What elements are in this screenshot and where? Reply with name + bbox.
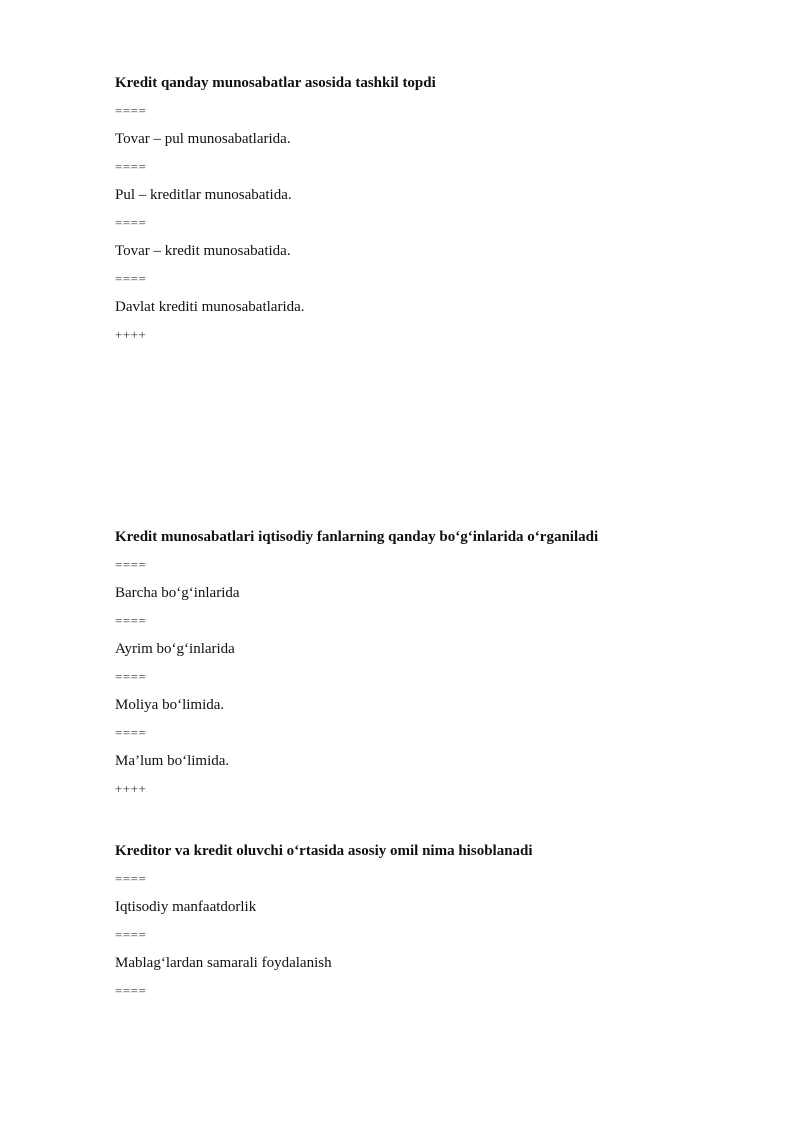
question-block <box>115 842 735 1010</box>
question-block <box>115 74 735 354</box>
question-text: Kreditor va kredit oluvchi o‘rtasida asosiy omil nima hisoblanadi <box>115 843 533 859</box>
document-page <box>115 74 735 1010</box>
answer-separator: ==== <box>115 271 147 286</box>
answer-separator: ==== <box>115 159 147 174</box>
answer-option: Pul – kreditlar munosabatida. <box>115 187 292 203</box>
answer-separator: ==== <box>115 613 147 628</box>
answer-option: Moliya bo‘limida. <box>115 697 225 713</box>
answer-separator: ==== <box>115 725 147 740</box>
answer-separator: ==== <box>115 557 147 572</box>
answer-separator: ==== <box>115 103 147 118</box>
answer-option: Tovar – pul munosabatlarida. <box>115 131 291 147</box>
question-text: Kredit qanday munosabatlar asosida tashkil topdi <box>115 75 436 91</box>
answer-separator: ==== <box>115 669 147 684</box>
answer-option: Ma’lum bo‘limida. <box>115 753 230 769</box>
answer-option: Tovar – kredit munosabatida. <box>115 243 291 259</box>
answer-option: Barcha bo‘g‘inlarida <box>115 585 240 601</box>
question-block <box>115 528 735 808</box>
answer-separator: ==== <box>115 927 147 942</box>
end-marker: ++++ <box>115 781 147 796</box>
answer-option: Iqtisodiy manfaatdorlik <box>115 899 257 915</box>
answer-option: Davlat krediti munosabatlarida. <box>115 299 305 315</box>
answer-option: Ayrim bo‘g‘inlarida <box>115 641 235 657</box>
answer-separator: ==== <box>115 983 147 998</box>
answer-separator: ==== <box>115 871 147 886</box>
end-marker: ++++ <box>115 327 147 342</box>
question-text: Kredit munosabatlari iqtisodiy fanlarning qanday bo‘g‘inlarida o‘rganiladi <box>115 529 599 545</box>
answer-option: Mablag‘lardan samarali foydalanish <box>115 955 332 971</box>
answer-separator: ==== <box>115 215 147 230</box>
